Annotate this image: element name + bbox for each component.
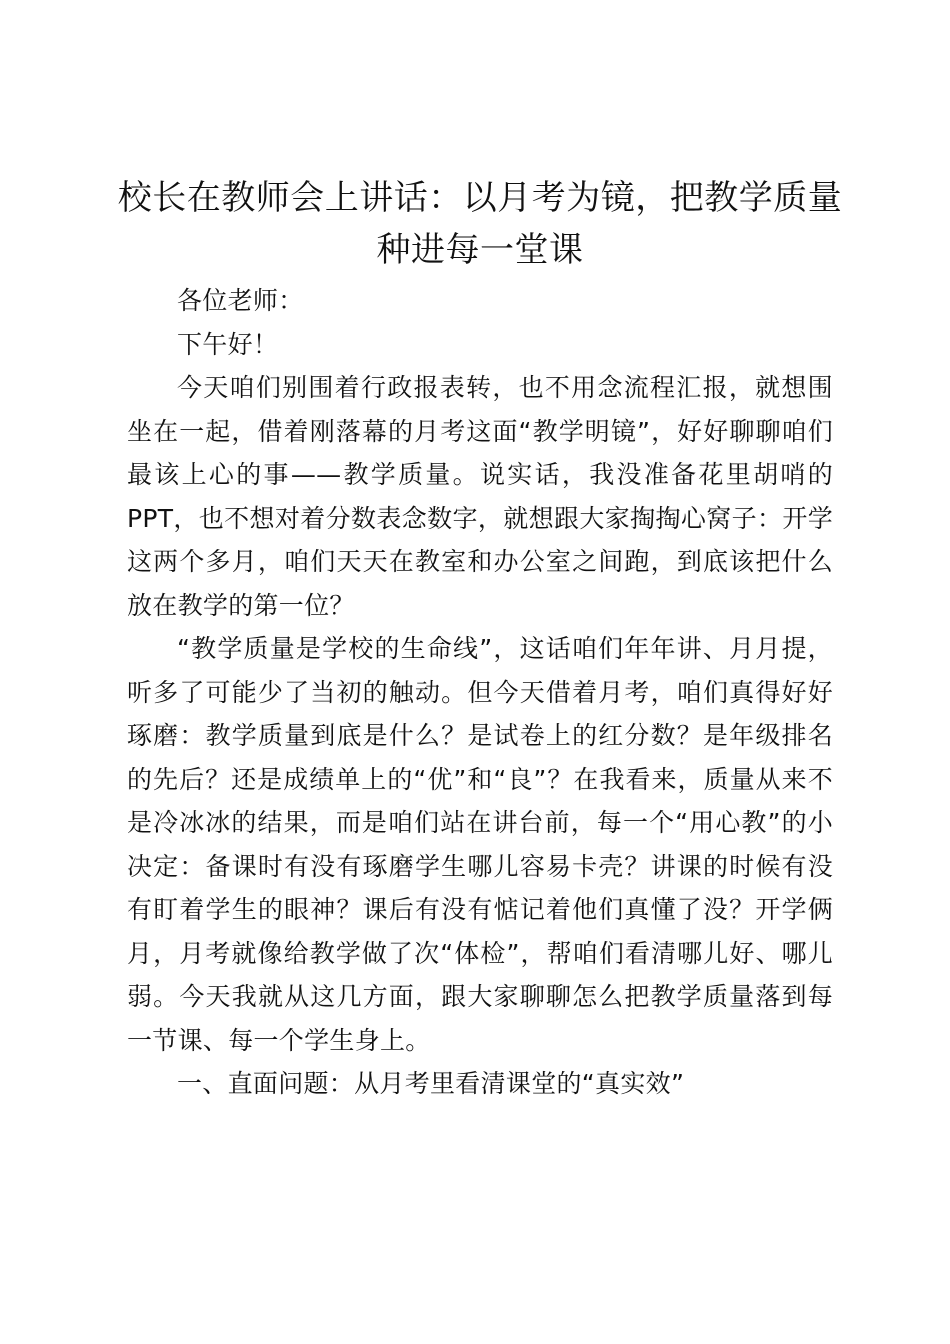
greeting: 下午好！ [177, 329, 279, 359]
document-title: 校长在教师会上讲话：以月考为镜，把教学质量种进每一堂课 [117, 178, 843, 270]
section-heading: 一、直面问题：从月考里看清课堂的“真实效” [177, 1069, 685, 1098]
body-paragraph: “教学质量是学校的生命线”，这话咱们年年讲、月月提，听多了可能少了当初的触动。但今天借着月考，咱们真得好好琢磨：教学质量到底是什么？是试卷上的红分数？是年级排名的先后？还是成绩单上的“优”和“良”？在我看来，质量从来不是冷冰冰的结果，而是咱们站在讲台前，每一个“用心教”的小决定：备课时有没有琢磨学生哪儿容易卡壳？讲课的时候有没有盯着学生的眼神？课后有没有惦记着他们真懂了没？开学俩月，月考就像给教学做了次“体检”，帮咱们看清哪儿好、哪儿弱。今天我就从这几方面，跟大家聊聊怎么把教学质量落到每一节课、每一个学生身上。 [127, 634, 833, 1055]
body-paragraph: 今天咱们别围着行政报表转，也不用念流程汇报，就想围坐在一起，借着刚落幕的月考这面“教学明镜”，好好聊聊咱们最该上心的事——教学质量。说实话，我没准备花里胡哨的PPT，也不想对着分数表念数字，就想跟大家掏掏心窝子：开学这两个多月，咱们天天在教室和办公室之间跑，到底该把什么放在教学的第一位？ [127, 373, 833, 620]
salutation: 各位老师： [177, 286, 304, 315]
document-body [127, 279, 833, 1106]
